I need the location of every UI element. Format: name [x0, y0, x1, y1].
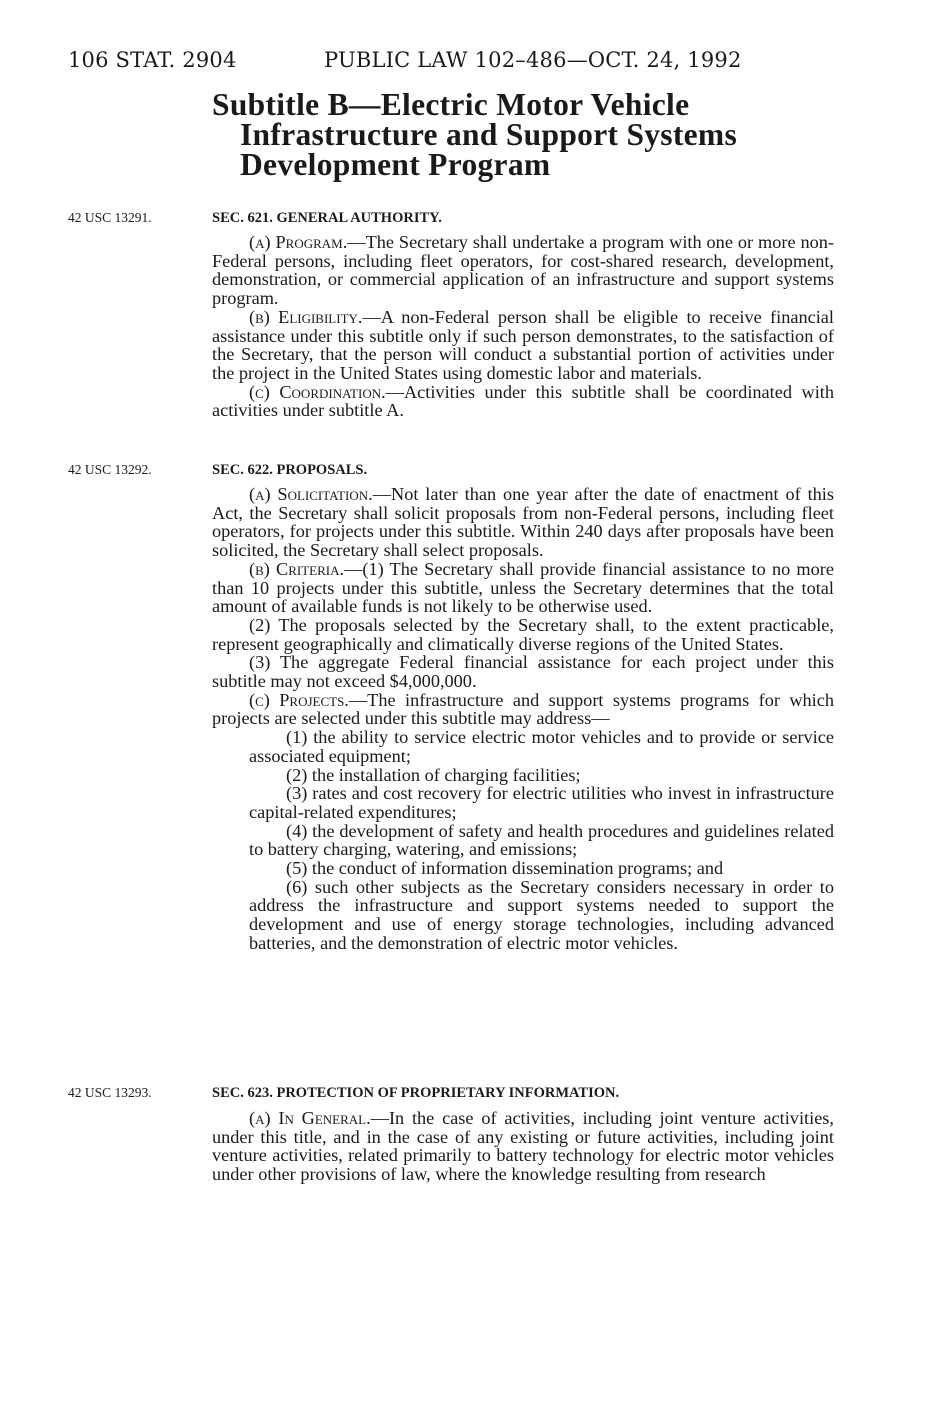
section-621-c: (c) Coordination.—Activities under this subtitle shall be coordinated with activities under subtitle A. — [212, 381, 834, 421]
statute-page-number: 106 STAT. 2904 — [68, 48, 237, 72]
section-623-body — [212, 1109, 834, 1184]
margin-note-621: 42 USC 13291. — [68, 210, 152, 225]
section-621-body — [212, 233, 834, 420]
margin-note-623: 42 USC 13293. — [68, 1085, 152, 1100]
section-622-b1: (b) Criteria.—(1) The Secretary shall provide financial assistance to no more than 10 projects under this subtitle, unless the Secretary determines that the total amount of available funds is not likely to be otherwise used. — [212, 558, 834, 617]
section-622-heading: SEC. 622. PROPOSALS. — [212, 462, 368, 478]
list-item: (4) the development of safety and health procedures and guidelines related to battery charging, watering, and emissions; — [249, 820, 834, 860]
subtitle-heading: Subtitle B—Electric Motor Vehicle Infrastructure and Support Systems Development Program — [212, 87, 738, 182]
list-item: (3) rates and cost recovery for electric utilities who invest in infrastructure capital-related expenditures; — [249, 783, 834, 822]
section-622-b2: (2) The proposals selected by the Secretary shall, to the extent practicable, represent geographically and climatically diverse regions of the United States. — [212, 614, 834, 654]
section-623-a: (a) In General.—In the case of activities, including joint venture activities, under this title, and in the case of any existing or future activities, including joint venture activities, related primarily to battery technology for electric motor vehicles under other provisions of law, where the knowledge resulting from research — [212, 1108, 834, 1185]
project-list — [212, 728, 834, 952]
list-item: (5) the conduct of information dissemination programs; and — [286, 858, 724, 879]
law-and-date: PUBLIC LAW 102–486—OCT. 24, 1992 — [324, 48, 742, 72]
list-item: (2) the installation of charging facilities; — [286, 764, 581, 785]
margin-note-622: 42 USC 13292. — [68, 462, 152, 477]
section-621-heading: SEC. 621. GENERAL AUTHORITY. — [212, 210, 442, 226]
section-622-c: (c) Projects.—The infrastructure and support systems programs for which projects are selected under this subtitle may address— — [212, 689, 834, 729]
list-item: (1) the ability to service electric motor vehicles and to provide or service associated equipment; — [249, 727, 834, 766]
section-622-a: (a) Solicitation.—Not later than one year after the date of enactment of this Act, the Secretary shall solicit proposals from non-Federal persons, including fleet operators, for projects under this subtitle. Within 240 days after proposals have been solicited, the Secretary shall select proposals. — [212, 484, 834, 561]
list-item: (6) such other subjects as the Secretary considers necessary in order to address the infrastructure and support systems needed to support the development and use of energy storage technologies, including advanced batteries, and the demonstration of electric motor vehicles. — [249, 876, 834, 953]
section-622-body — [212, 485, 834, 953]
section-623-heading: SEC. 623. PROTECTION OF PROPRIETARY INFORMATION. — [212, 1085, 620, 1101]
running-head — [68, 48, 839, 78]
section-621-b: (b) Eligibility.—A non-Federal person shall be eligible to receive financial assistance under this subtitle only if such person demonstrates, to the satisfaction of the Secretary, that the person will conduct a substantial portion of activities under the project in the United States using domestic labor and materials. — [212, 306, 834, 383]
section-622-b3: (3) The aggregate Federal financial assistance for each project under this subtitle may not exceed $4,000,000. — [212, 652, 834, 692]
section-621-a: (a) Program.—The Secretary shall undertake a program with one or more non-Federal persons, including fleet operators, for cost-shared research, development, demonstration, or commercial application of an infrastructure and support systems program. — [212, 232, 834, 309]
